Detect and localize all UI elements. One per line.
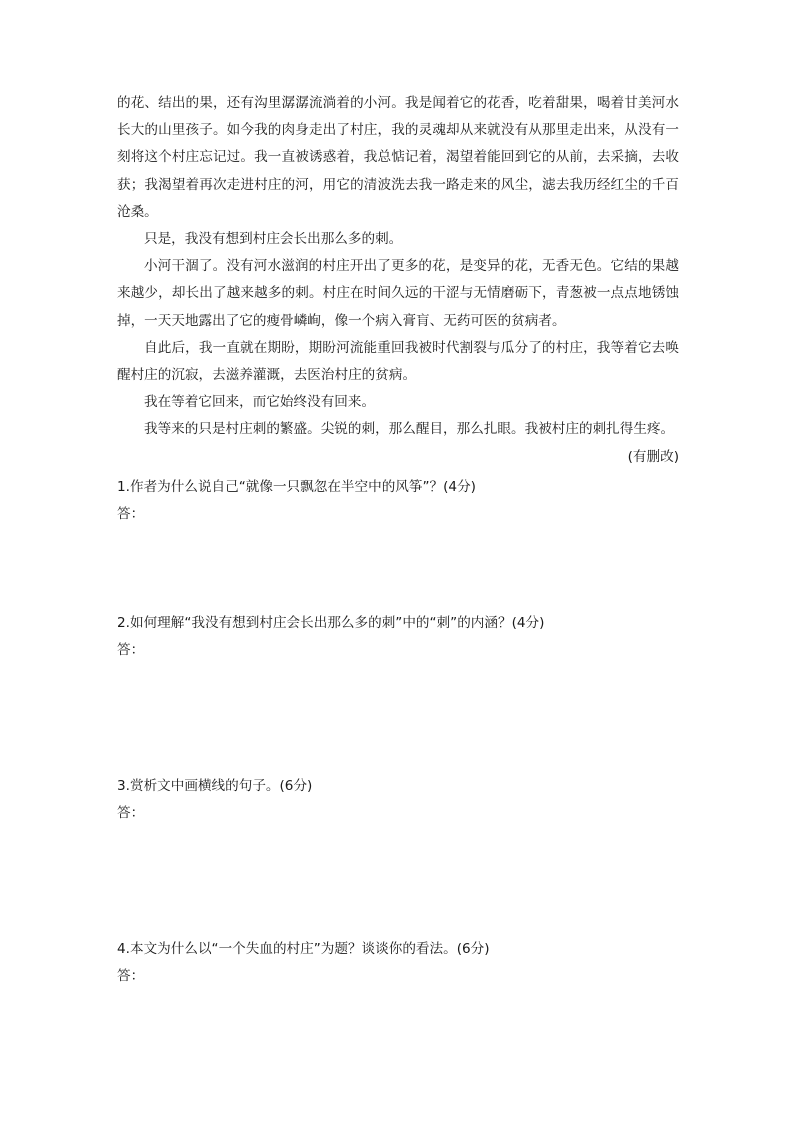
question-1 [117,474,679,528]
answer-label: 答： [117,642,145,659]
answer-label: 答： [117,968,145,985]
question-2 [117,610,679,664]
passage-paragraph: 自此后，我一直就在期盼，期盼河流能重回我被时代割裂与瓜分了的村庄，我等着它去唤醒村庄的沉寂，去滋养灌溉，去医治村庄的贫病。 [117,339,679,384]
passage-paragraph: 小河干涸了。没有河水滋润的村庄开出了更多的花，是变异的花，无香无色。它结的果越来越少，却长出了越来越多的刺。村庄在时间久远的干涩与无情磨砺下，青葱被一点点地锈蚀掉，一天天地露出了它的瘦骨嶙峋，像一个病入膏肓、无药可医的贫病者。 [117,258,679,329]
passage-paragraph: 我等来的只是村庄刺的繁盛。尖锐的刺，那么醒目，那么扎眼。我被村庄的刺扎得生疼。 [144,421,675,438]
question-3 [117,773,679,827]
question-text: 3.赏析文中画横线的句子。(6分) [117,778,313,794]
passage [117,90,679,471]
question-4 [117,936,679,990]
passage-paragraph: 只是，我没有想到村庄会长出那么多的刺。 [144,231,403,248]
source-note: (有删改) [627,448,679,465]
answer-label: 答： [117,506,145,523]
question-text: 4.本文为什么以“一个失血的村庄”为题？谈谈你的看法。(6分) [117,941,490,957]
answer-label: 答： [117,805,145,822]
question-text: 2.如何理解“我没有想到村庄会长出那么多的刺”中的“刺”的内涵？(4分) [117,615,545,631]
passage-paragraph: 的花、结出的果，还有沟里潺潺流淌着的小河。我是闻着它的花香，吃着甜果，喝着甘美河水长大的山里孩子。如今我的肉身走出了村庄，我的灵魂却从来就没有从那里走出来，从没有一刻将这个村庄忘记过。我一直被诱惑着，我总惦记着，渴望着能回到它的从前，去采摘，去收获；我渴望着再次走进村庄的河，用它的清波洗去我一路走来的风尘，滤去我历经红尘的千百沧桑。 [117,95,679,220]
question-text: 1.作者为什么说自己“就像一只飘忽在半空中的风筝”？(4分) [117,479,476,495]
passage-paragraph: 我在等着它回来，而它始终没有回来。 [144,394,376,411]
